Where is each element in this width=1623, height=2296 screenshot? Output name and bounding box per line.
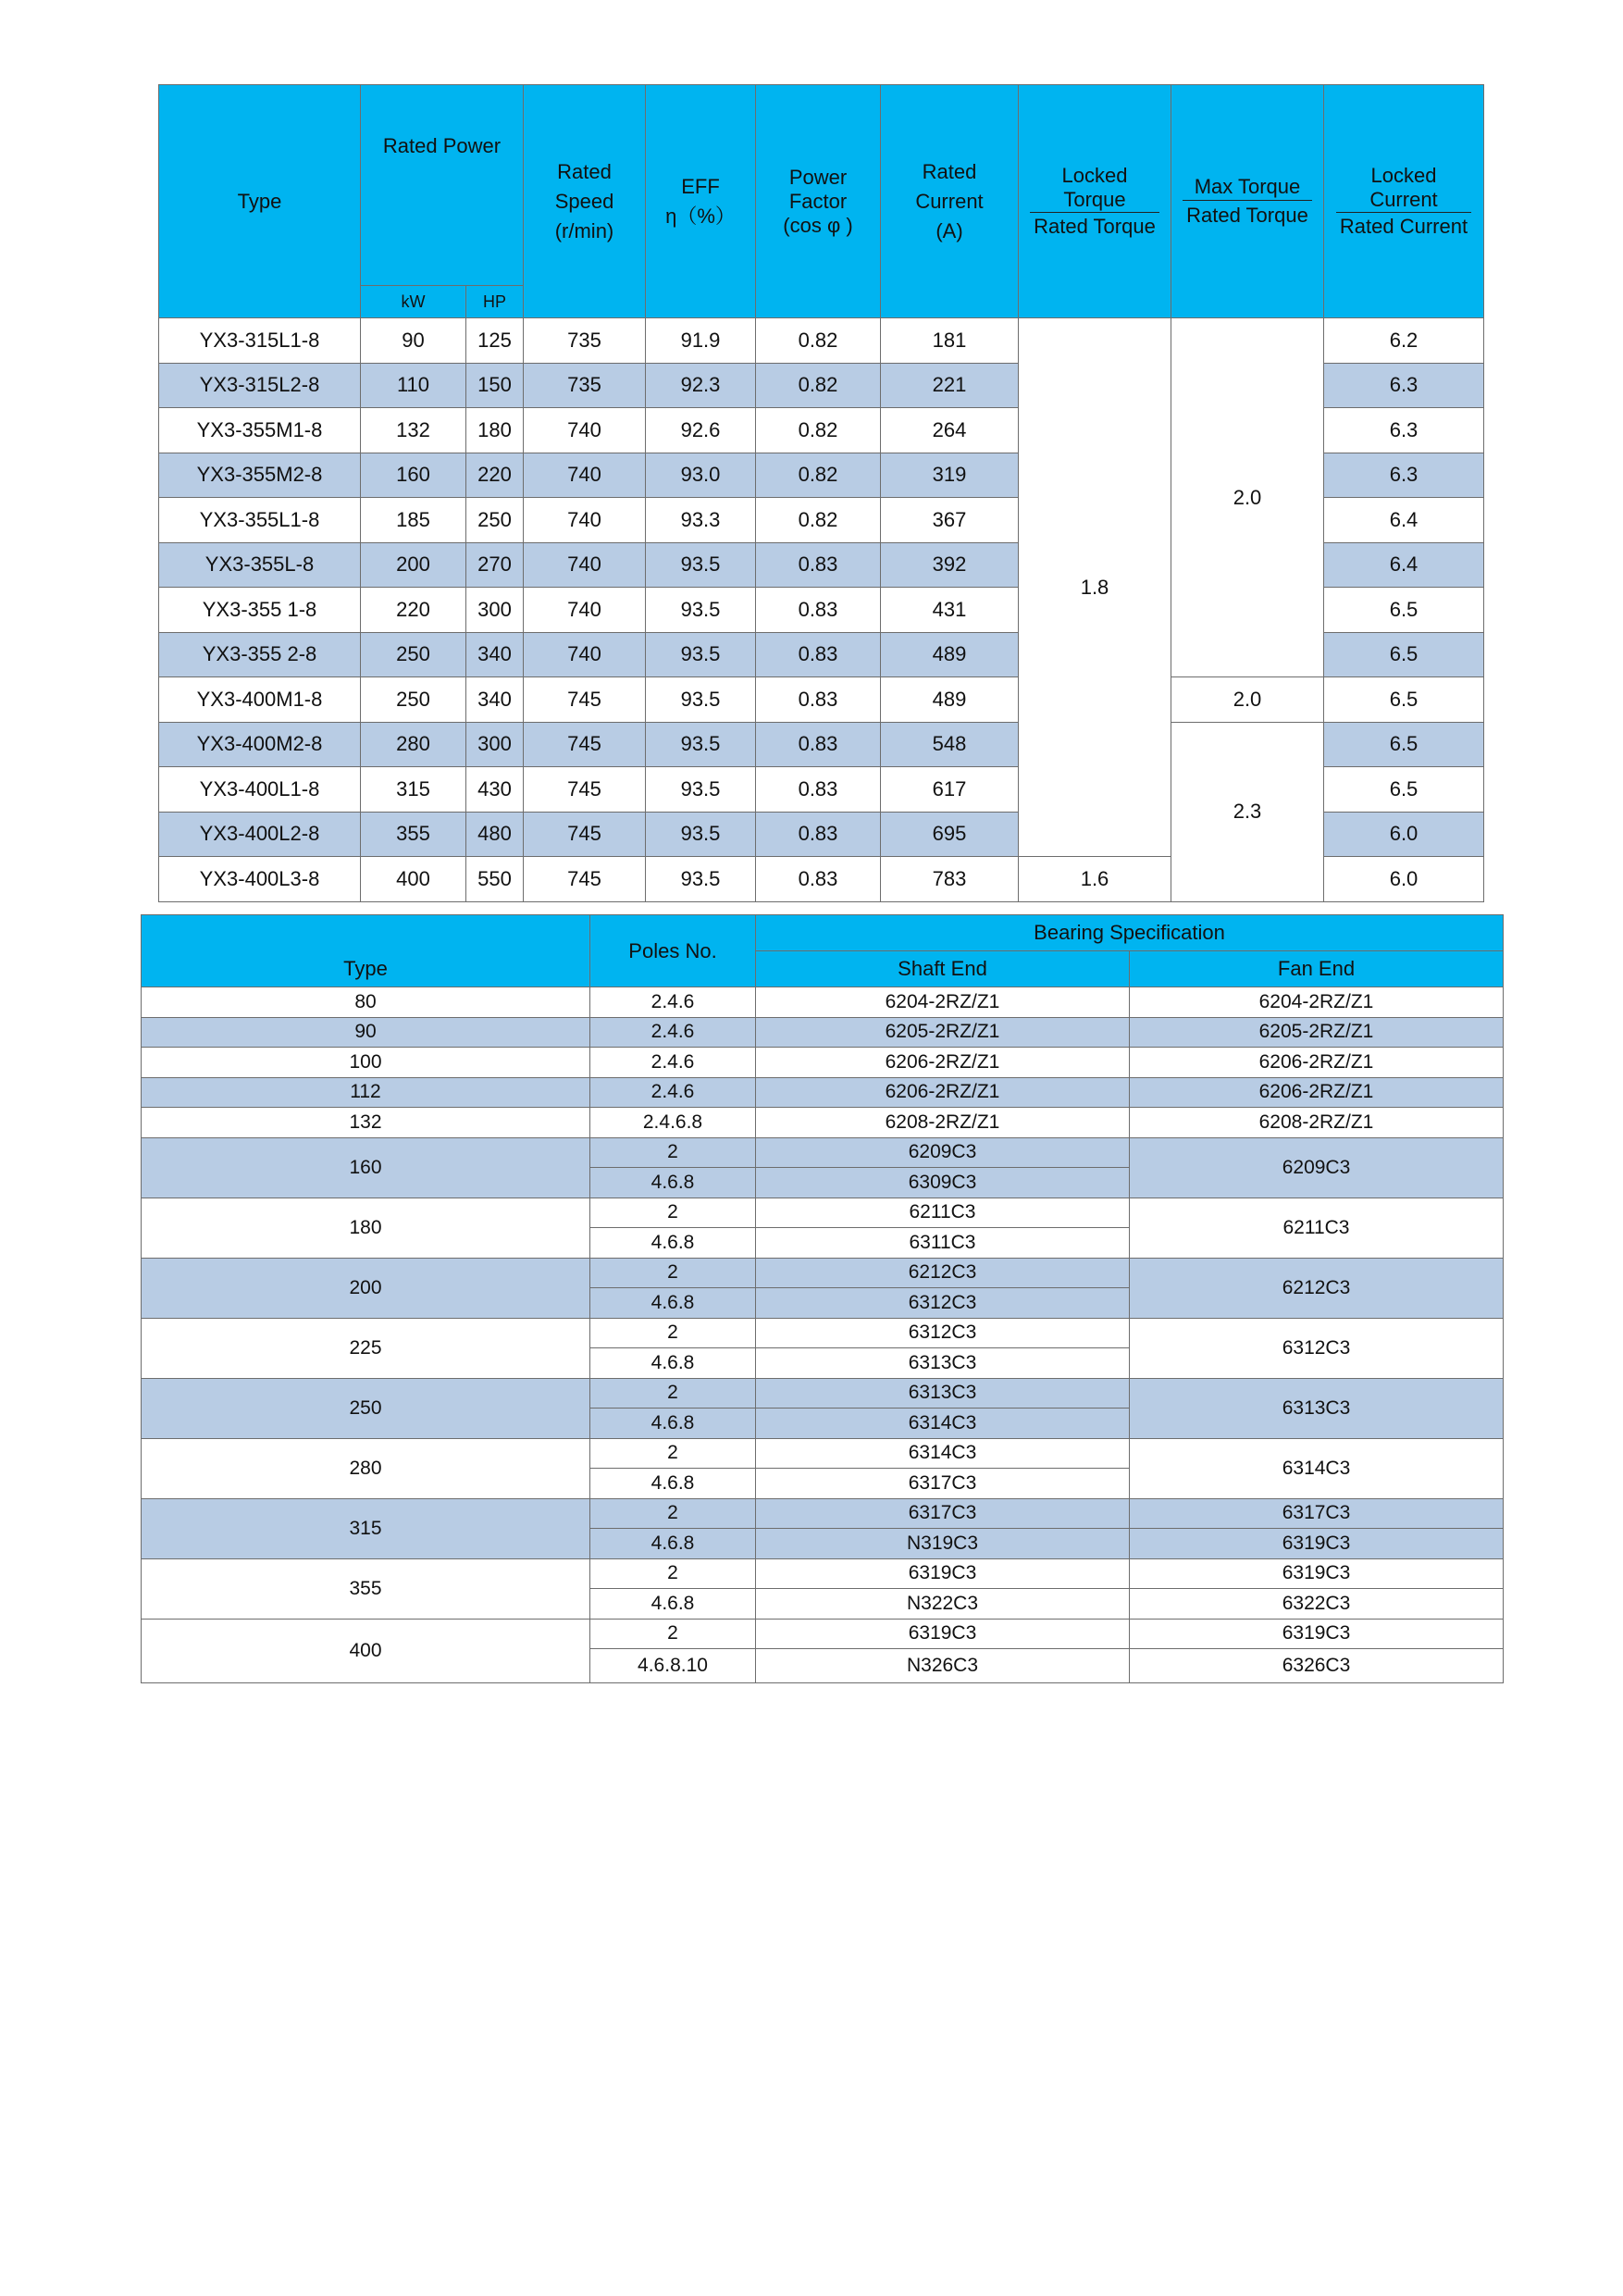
cell-poles: 4.6.8.10	[590, 1649, 756, 1683]
header-fan-end: Fan End	[1130, 951, 1504, 987]
cell-kw: 315	[361, 767, 466, 813]
cell-current: 367	[881, 498, 1019, 543]
cell-locked-current: 6.3	[1324, 363, 1484, 408]
table-row	[142, 1077, 1504, 1108]
cell-type: 90	[142, 1017, 590, 1048]
header-rated-power: Rated Power	[361, 85, 524, 286]
cell-poles: 2	[590, 1438, 756, 1469]
cell-locked-current: 6.5	[1324, 632, 1484, 677]
cell-type: 160	[142, 1137, 590, 1198]
cell-poles: 4.6.8	[590, 1409, 756, 1439]
table-row	[142, 1438, 1504, 1469]
cell-pf: 0.82	[756, 318, 881, 364]
cell-kw: 132	[361, 408, 466, 453]
cell-speed: 740	[524, 453, 646, 498]
cell-type: 250	[142, 1378, 590, 1438]
cell-locked-current: 6.3	[1324, 453, 1484, 498]
cell-shaft-end: 6208-2RZ/Z1	[756, 1108, 1130, 1138]
cell-fan-end: 6206-2RZ/Z1	[1130, 1048, 1504, 1078]
cell-current: 695	[881, 812, 1019, 857]
cell-poles: 2	[590, 1378, 756, 1409]
header-max-torque: $\frac{\text{Max Torque}}{\text{Rated Torque}}$	[1171, 85, 1324, 318]
cell-kw: 160	[361, 453, 466, 498]
cell-shaft-end: 6205-2RZ/Z1	[756, 1017, 1130, 1048]
cell-hp: 150	[466, 363, 524, 408]
cell-eff: 93.5	[646, 767, 756, 813]
cell-hp: 340	[466, 677, 524, 723]
cell-type: 112	[142, 1077, 590, 1108]
cell-current: 489	[881, 677, 1019, 723]
cell-locked-current: 6.4	[1324, 542, 1484, 588]
cell-eff: 92.3	[646, 363, 756, 408]
cell-shaft-end: 6212C3	[756, 1258, 1130, 1288]
cell-poles: 2.4.6.8	[590, 1108, 756, 1138]
cell-kw: 220	[361, 588, 466, 633]
cell-hp: 270	[466, 542, 524, 588]
cell-poles: 2	[590, 1258, 756, 1288]
cell-pf: 0.82	[756, 408, 881, 453]
cell-kw: 400	[361, 857, 466, 902]
cell-poles: 4.6.8	[590, 1228, 756, 1259]
cell-speed: 745	[524, 677, 646, 723]
cell-poles: 2.4.6	[590, 1048, 756, 1078]
cell-locked-current: 6.5	[1324, 767, 1484, 813]
cell-poles: 2	[590, 1498, 756, 1529]
cell-eff: 92.6	[646, 408, 756, 453]
cell-kw: 355	[361, 812, 466, 857]
cell-fan-end: 6317C3	[1130, 1498, 1504, 1529]
cell-shaft-end: 6317C3	[756, 1469, 1130, 1499]
cell-shaft-end: 6311C3	[756, 1228, 1130, 1259]
cell-locked-torque: 1.6	[1019, 857, 1171, 902]
cell-speed: 740	[524, 498, 646, 543]
cell-fan-end: 6312C3	[1130, 1318, 1504, 1378]
table-row	[142, 1137, 1504, 1168]
cell-shaft-end: 6206-2RZ/Z1	[756, 1077, 1130, 1108]
header-type: Type	[159, 85, 361, 318]
cell-fan-end: 6322C3	[1130, 1589, 1504, 1620]
cell-type: 400	[142, 1619, 590, 1683]
header-kw: kW	[361, 286, 466, 318]
cell-shaft-end: 6309C3	[756, 1168, 1130, 1198]
cell-shaft-end: 6312C3	[756, 1288, 1130, 1319]
cell-shaft-end: N326C3	[756, 1649, 1130, 1683]
cell-eff: 93.5	[646, 632, 756, 677]
cell-speed: 745	[524, 722, 646, 767]
cell-poles: 2.4.6	[590, 1017, 756, 1048]
header-rated-speed: Rated Speed (r/min)	[524, 85, 646, 318]
cell-max-torque: 2.0	[1171, 318, 1324, 677]
table-row	[142, 1198, 1504, 1228]
cell-poles: 4.6.8	[590, 1168, 756, 1198]
cell-shaft-end: 6204-2RZ/Z1	[756, 987, 1130, 1018]
cell-poles: 4.6.8	[590, 1348, 756, 1379]
cell-eff: 93.5	[646, 677, 756, 723]
cell-fan-end: 6314C3	[1130, 1438, 1504, 1498]
table-row	[142, 1558, 1504, 1589]
table-row	[142, 1498, 1504, 1529]
cell-type: 132	[142, 1108, 590, 1138]
cell-shaft-end: N319C3	[756, 1529, 1130, 1559]
table-row	[142, 1048, 1504, 1078]
cell-hp: 550	[466, 857, 524, 902]
cell-pf: 0.83	[756, 767, 881, 813]
table-row	[142, 1378, 1504, 1409]
cell-kw: 200	[361, 542, 466, 588]
header-bearing-spec: Bearing Specification	[756, 915, 1504, 951]
cell-shaft-end: 6312C3	[756, 1318, 1130, 1348]
cell-type: 225	[142, 1318, 590, 1378]
cell-current: 221	[881, 363, 1019, 408]
table-row	[142, 1619, 1504, 1649]
cell-type: YX3-400L2-8	[159, 812, 361, 857]
cell-shaft-end: 6314C3	[756, 1438, 1130, 1469]
cell-hp: 300	[466, 588, 524, 633]
cell-type: YX3-400M1-8	[159, 677, 361, 723]
cell-speed: 745	[524, 767, 646, 813]
cell-type: 80	[142, 987, 590, 1018]
cell-hp: 300	[466, 722, 524, 767]
cell-locked-current: 6.0	[1324, 812, 1484, 857]
cell-shaft-end: 6211C3	[756, 1198, 1130, 1228]
cell-fan-end: 6209C3	[1130, 1137, 1504, 1198]
cell-speed: 740	[524, 542, 646, 588]
table-row	[159, 677, 1484, 723]
cell-poles: 2.4.6	[590, 1077, 756, 1108]
cell-hp: 340	[466, 632, 524, 677]
cell-current: 783	[881, 857, 1019, 902]
cell-poles: 2	[590, 1619, 756, 1649]
cell-shaft-end: 6313C3	[756, 1348, 1130, 1379]
header-locked-torque: Locked Torque Rated Torque	[1019, 85, 1171, 318]
cell-type: YX3-400L1-8	[159, 767, 361, 813]
cell-type: YX3-315L1-8	[159, 318, 361, 364]
cell-poles: 4.6.8	[590, 1529, 756, 1559]
header-poles: Poles No.	[590, 915, 756, 987]
cell-pf: 0.82	[756, 453, 881, 498]
cell-fan-end: 6206-2RZ/Z1	[1130, 1077, 1504, 1108]
cell-type: 355	[142, 1558, 590, 1619]
header-shaft-end: Shaft End	[756, 951, 1130, 987]
cell-shaft-end: 6319C3	[756, 1558, 1130, 1589]
cell-speed: 745	[524, 857, 646, 902]
table-row	[159, 722, 1484, 767]
cell-pf: 0.82	[756, 363, 881, 408]
table-row	[142, 1258, 1504, 1288]
cell-pf: 0.82	[756, 498, 881, 543]
cell-current: 548	[881, 722, 1019, 767]
cell-max-torque: 2.3	[1171, 722, 1324, 901]
cell-pf: 0.83	[756, 812, 881, 857]
cell-type: YX3-355 2-8	[159, 632, 361, 677]
cell-eff: 93.5	[646, 857, 756, 902]
cell-type: YX3-400L3-8	[159, 857, 361, 902]
cell-shaft-end: 6317C3	[756, 1498, 1130, 1529]
table-row	[142, 1108, 1504, 1138]
cell-kw: 250	[361, 632, 466, 677]
cell-locked-current: 6.4	[1324, 498, 1484, 543]
cell-speed: 745	[524, 812, 646, 857]
cell-current: 617	[881, 767, 1019, 813]
cell-type: YX3-315L2-8	[159, 363, 361, 408]
cell-locked-current: 6.3	[1324, 408, 1484, 453]
cell-pf: 0.83	[756, 632, 881, 677]
cell-fan-end: 6326C3	[1130, 1649, 1504, 1683]
cell-type: 280	[142, 1438, 590, 1498]
cell-poles: 4.6.8	[590, 1288, 756, 1319]
cell-fan-end: 6208-2RZ/Z1	[1130, 1108, 1504, 1138]
cell-eff: 93.5	[646, 812, 756, 857]
cell-hp: 220	[466, 453, 524, 498]
cell-poles: 2	[590, 1318, 756, 1348]
cell-shaft-end: N322C3	[756, 1589, 1130, 1620]
cell-eff: 93.0	[646, 453, 756, 498]
cell-poles: 4.6.8	[590, 1469, 756, 1499]
header-rated-current: Rated Current (A)	[881, 85, 1019, 318]
cell-fan-end: 6313C3	[1130, 1378, 1504, 1438]
cell-type: YX3-355M1-8	[159, 408, 361, 453]
cell-fan-end: 6204-2RZ/Z1	[1130, 987, 1504, 1018]
cell-poles: 2	[590, 1198, 756, 1228]
header-eff: EFF η（%）	[646, 85, 756, 318]
cell-eff: 93.5	[646, 588, 756, 633]
cell-speed: 735	[524, 363, 646, 408]
header-power-factor: Power Factor (cos φ )	[756, 85, 881, 318]
cell-poles: 2	[590, 1558, 756, 1589]
cell-type: YX3-400M2-8	[159, 722, 361, 767]
cell-fan-end: 6205-2RZ/Z1	[1130, 1017, 1504, 1048]
header-hp: HP	[466, 286, 524, 318]
cell-kw: 280	[361, 722, 466, 767]
cell-current: 392	[881, 542, 1019, 588]
cell-type: YX3-355L-8	[159, 542, 361, 588]
cell-locked-current: 6.5	[1324, 588, 1484, 633]
cell-locked-torque: 1.8	[1019, 318, 1171, 857]
cell-shaft-end: 6209C3	[756, 1137, 1130, 1168]
cell-type: 180	[142, 1198, 590, 1258]
cell-speed: 735	[524, 318, 646, 364]
cell-type: YX3-355M2-8	[159, 453, 361, 498]
cell-speed: 740	[524, 588, 646, 633]
cell-shaft-end: 6319C3	[756, 1619, 1130, 1649]
cell-pf: 0.83	[756, 677, 881, 723]
cell-eff: 91.9	[646, 318, 756, 364]
cell-kw: 250	[361, 677, 466, 723]
cell-fan-end: 6212C3	[1130, 1258, 1504, 1318]
cell-hp: 430	[466, 767, 524, 813]
table-row	[159, 318, 1484, 364]
cell-type: YX3-355 1-8	[159, 588, 361, 633]
cell-fan-end: 6319C3	[1130, 1558, 1504, 1589]
table-row	[142, 1017, 1504, 1048]
cell-hp: 250	[466, 498, 524, 543]
cell-speed: 740	[524, 632, 646, 677]
cell-pf: 0.83	[756, 857, 881, 902]
cell-kw: 110	[361, 363, 466, 408]
cell-pf: 0.83	[756, 588, 881, 633]
cell-locked-current: 6.5	[1324, 677, 1484, 723]
cell-hp: 480	[466, 812, 524, 857]
cell-poles: 2	[590, 1137, 756, 1168]
cell-speed: 740	[524, 408, 646, 453]
cell-current: 181	[881, 318, 1019, 364]
cell-eff: 93.5	[646, 722, 756, 767]
bearing-specification-table	[141, 914, 1504, 1683]
cell-current: 264	[881, 408, 1019, 453]
cell-max-torque: 2.0	[1171, 677, 1324, 723]
motor-performance-table	[158, 84, 1484, 902]
cell-hp: 180	[466, 408, 524, 453]
cell-locked-current: 6.5	[1324, 722, 1484, 767]
cell-type: YX3-355L1-8	[159, 498, 361, 543]
cell-pf: 0.83	[756, 722, 881, 767]
cell-current: 489	[881, 632, 1019, 677]
table-row	[142, 987, 1504, 1018]
cell-kw: 90	[361, 318, 466, 364]
cell-poles: 4.6.8	[590, 1589, 756, 1620]
cell-shaft-end: 6206-2RZ/Z1	[756, 1048, 1130, 1078]
cell-shaft-end: 6314C3	[756, 1409, 1130, 1439]
cell-locked-current: 6.2	[1324, 318, 1484, 364]
header-type: Type	[142, 915, 590, 987]
cell-hp: 125	[466, 318, 524, 364]
cell-type: 315	[142, 1498, 590, 1558]
cell-pf: 0.83	[756, 542, 881, 588]
cell-eff: 93.3	[646, 498, 756, 543]
cell-current: 319	[881, 453, 1019, 498]
header-locked-current: Locked Current Rated Current	[1324, 85, 1484, 318]
cell-type: 100	[142, 1048, 590, 1078]
cell-type: 200	[142, 1258, 590, 1318]
cell-fan-end: 6319C3	[1130, 1619, 1504, 1649]
cell-fan-end: 6319C3	[1130, 1529, 1504, 1559]
table-row	[142, 1318, 1504, 1348]
cell-poles: 2.4.6	[590, 987, 756, 1018]
cell-locked-current: 6.0	[1324, 857, 1484, 902]
cell-fan-end: 6211C3	[1130, 1198, 1504, 1258]
cell-current: 431	[881, 588, 1019, 633]
cell-kw: 185	[361, 498, 466, 543]
cell-shaft-end: 6313C3	[756, 1378, 1130, 1409]
cell-eff: 93.5	[646, 542, 756, 588]
